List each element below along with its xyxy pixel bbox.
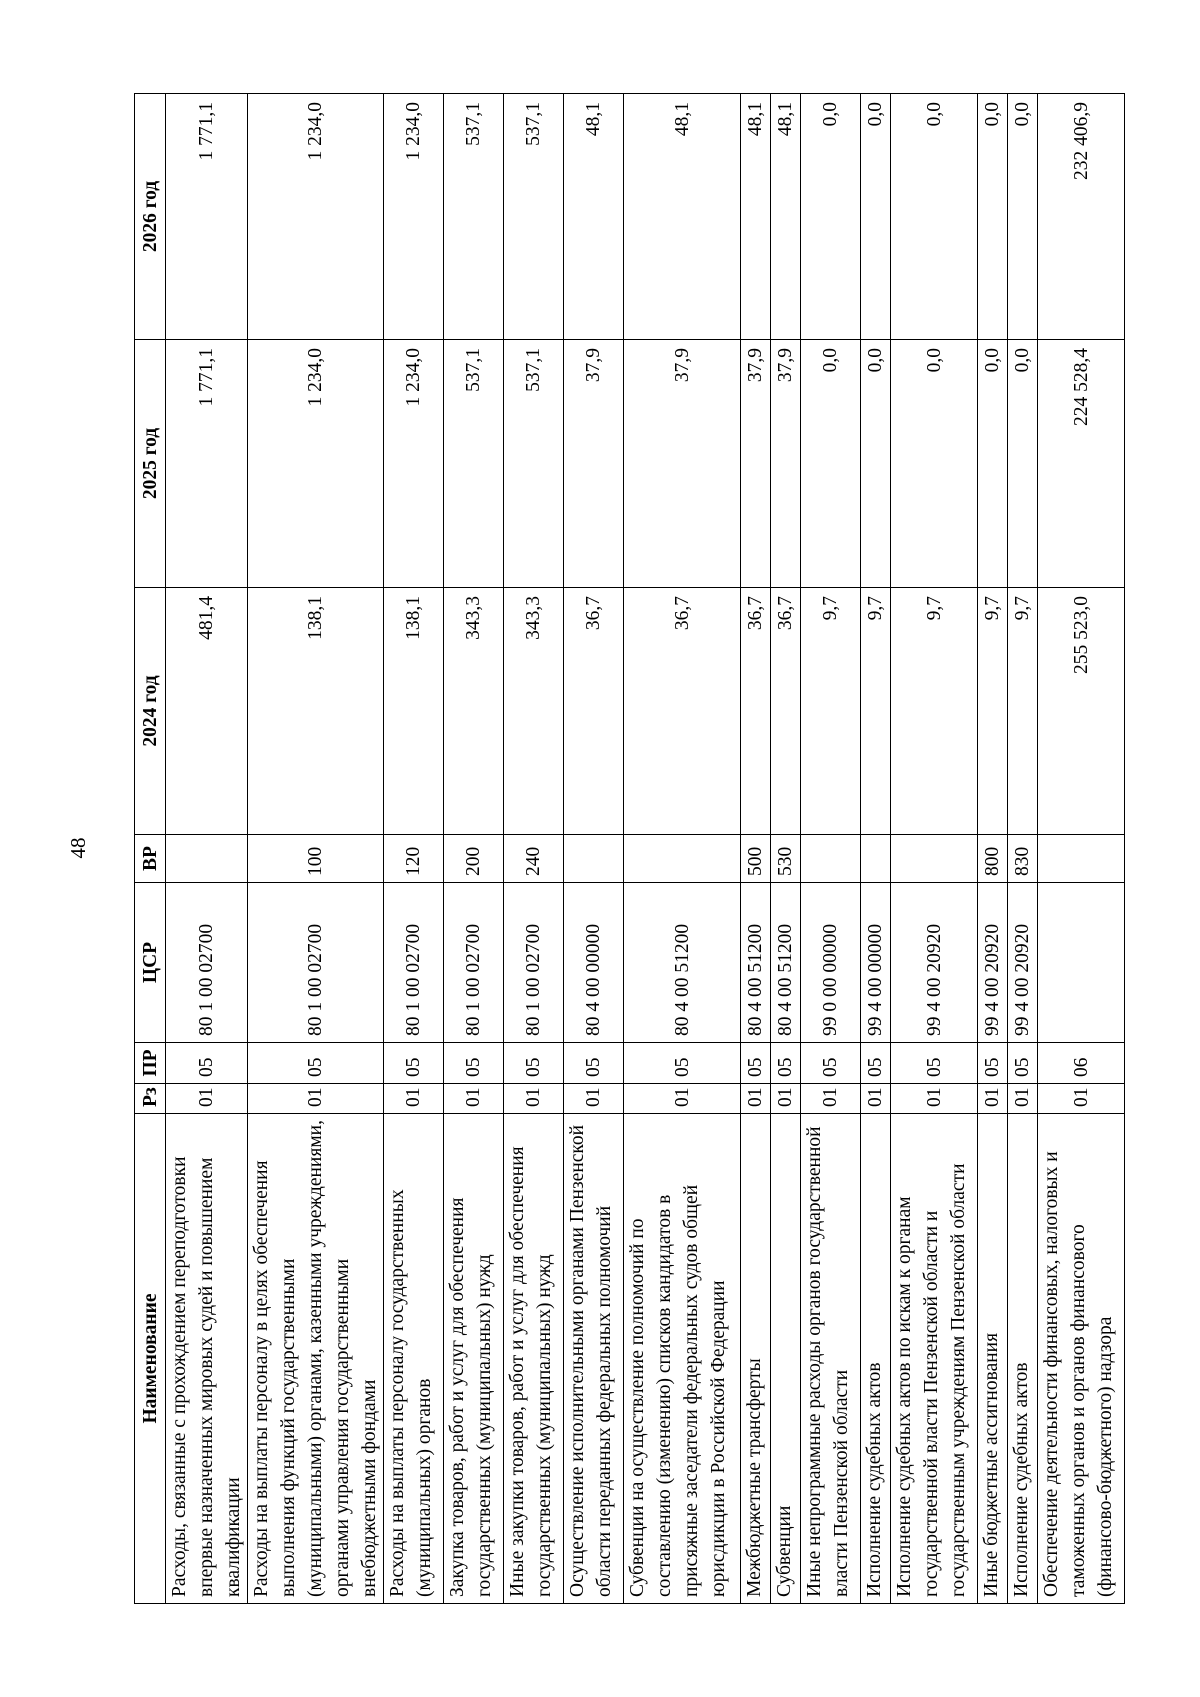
table-header-row <box>135 94 166 1604</box>
cell-2026: 537,1 <box>444 94 504 340</box>
cell-2024: 9,7 <box>861 588 891 835</box>
header-rz: Рз <box>135 1084 166 1114</box>
cell-2024: 36,7 <box>624 588 741 835</box>
cell-name: Расходы, связанные с прохождением переподготовки впервые назначенных мировых судей и повышением квалификации <box>166 1114 248 1604</box>
cell-2025: 37,9 <box>564 340 624 588</box>
cell-pr: 05 <box>166 1043 248 1084</box>
cell-csr: 80 1 00 02700 <box>444 883 504 1043</box>
cell-pr: 05 <box>801 1043 861 1084</box>
cell-name: Субвенции на осуществление полномочий по составлению (изменению) списков кандидатов в присяжные заседатели федеральных судов общей юрисдикции в Российской Федерации <box>624 1114 741 1604</box>
table-row <box>624 94 741 1604</box>
cell-2026: 1 234,0 <box>248 94 384 340</box>
cell-vr: 200 <box>444 835 504 883</box>
cell-csr: 80 1 00 02700 <box>384 883 444 1043</box>
cell-csr: 99 4 00 20920 <box>1008 883 1038 1043</box>
cell-pr: 05 <box>861 1043 891 1084</box>
cell-name: Субвенции <box>771 1114 801 1604</box>
cell-pr: 05 <box>771 1043 801 1084</box>
cell-2025: 1 234,0 <box>248 340 384 588</box>
cell-rz: 01 <box>741 1084 771 1114</box>
cell-csr: 80 1 00 02700 <box>166 883 248 1043</box>
cell-name: Обеспечение деятельности финансовых, налоговых и таможенных органов и органов финансового (финансово-бюджетного) надзора <box>1038 1114 1125 1604</box>
cell-name: Осуществление исполнительными органами Пензенской области переданных федеральных полномочий <box>564 1114 624 1604</box>
cell-2024: 36,7 <box>741 588 771 835</box>
table-row <box>771 94 801 1604</box>
cell-pr: 05 <box>444 1043 504 1084</box>
cell-rz: 01 <box>444 1084 504 1114</box>
cell-2026: 232 406,9 <box>1038 94 1125 340</box>
cell-name: Иные бюджетные ассигнования <box>978 1114 1008 1604</box>
cell-2024: 138,1 <box>248 588 384 835</box>
table-row <box>1038 94 1125 1604</box>
cell-rz: 01 <box>801 1084 861 1114</box>
cell-2024: 9,7 <box>1008 588 1038 835</box>
cell-rz: 01 <box>384 1084 444 1114</box>
cell-name: Расходы на выплаты персоналу государственных (муниципальных) органов <box>384 1114 444 1604</box>
header-csr: ЦСР <box>135 883 166 1043</box>
cell-name: Межбюджетные трансферты <box>741 1114 771 1604</box>
cell-2025: 224 528,4 <box>1038 340 1125 588</box>
page-number: 48 <box>66 837 90 859</box>
table-row <box>978 94 1008 1604</box>
cell-2026: 48,1 <box>741 94 771 340</box>
cell-2025: 0,0 <box>978 340 1008 588</box>
cell-pr: 05 <box>891 1043 978 1084</box>
cell-2024: 9,7 <box>801 588 861 835</box>
cell-rz: 01 <box>504 1084 564 1114</box>
cell-rz: 01 <box>771 1084 801 1114</box>
header-2024: 2024 год <box>135 588 166 835</box>
cell-2026: 48,1 <box>771 94 801 340</box>
cell-2024: 36,7 <box>771 588 801 835</box>
cell-2026: 537,1 <box>504 94 564 340</box>
cell-rz: 01 <box>1038 1084 1125 1114</box>
table-row <box>166 94 248 1604</box>
cell-2024: 138,1 <box>384 588 444 835</box>
cell-csr: 80 1 00 02700 <box>504 883 564 1043</box>
cell-2025: 0,0 <box>801 340 861 588</box>
cell-2024: 481,4 <box>166 588 248 835</box>
table-row <box>1008 94 1038 1604</box>
table-row <box>248 94 384 1604</box>
cell-pr: 05 <box>741 1043 771 1084</box>
cell-2026: 48,1 <box>564 94 624 340</box>
cell-csr: 80 4 00 51200 <box>771 883 801 1043</box>
table-container <box>134 94 1116 1604</box>
cell-2024: 343,3 <box>504 588 564 835</box>
cell-name: Закупка товаров, работ и услуг для обеспечения государственных (муниципальных) нужд <box>444 1114 504 1604</box>
cell-rz: 01 <box>248 1084 384 1114</box>
cell-vr <box>861 835 891 883</box>
cell-name: Иные закупки товаров, работ и услуг для обеспечения государственных (муниципальных) нужд <box>504 1114 564 1604</box>
table-row <box>564 94 624 1604</box>
cell-2026: 1 771,1 <box>166 94 248 340</box>
cell-2024: 36,7 <box>564 588 624 835</box>
cell-2024: 343,3 <box>444 588 504 835</box>
cell-vr: 500 <box>741 835 771 883</box>
cell-2025: 37,9 <box>624 340 741 588</box>
cell-2025: 37,9 <box>741 340 771 588</box>
cell-2025: 537,1 <box>444 340 504 588</box>
cell-pr: 05 <box>504 1043 564 1084</box>
cell-2026: 1 234,0 <box>384 94 444 340</box>
cell-vr: 530 <box>771 835 801 883</box>
table-row <box>801 94 861 1604</box>
cell-pr: 06 <box>1038 1043 1125 1084</box>
cell-pr: 05 <box>1008 1043 1038 1084</box>
cell-csr: 99 0 00 00000 <box>801 883 861 1043</box>
header-pr: ПР <box>135 1043 166 1084</box>
header-vr: ВР <box>135 835 166 883</box>
cell-rz: 01 <box>166 1084 248 1114</box>
table-row <box>891 94 978 1604</box>
cell-pr: 05 <box>564 1043 624 1084</box>
cell-2026: 0,0 <box>891 94 978 340</box>
cell-pr: 05 <box>384 1043 444 1084</box>
cell-2026: 0,0 <box>801 94 861 340</box>
cell-pr: 05 <box>978 1043 1008 1084</box>
cell-2026: 0,0 <box>861 94 891 340</box>
cell-2026: 0,0 <box>1008 94 1038 340</box>
table-row <box>504 94 564 1604</box>
table-row <box>444 94 504 1604</box>
cell-2025: 1 771,1 <box>166 340 248 588</box>
cell-csr: 80 4 00 51200 <box>624 883 741 1043</box>
cell-2025: 37,9 <box>771 340 801 588</box>
cell-name: Исполнение судебных актов <box>861 1114 891 1604</box>
cell-pr: 05 <box>248 1043 384 1084</box>
cell-pr: 05 <box>624 1043 741 1084</box>
budget-table <box>134 93 1125 1604</box>
cell-name: Иные непрограммные расходы органов государственной власти Пензенской области <box>801 1114 861 1604</box>
cell-vr <box>166 835 248 883</box>
cell-2024: 9,7 <box>978 588 1008 835</box>
cell-csr: 99 4 00 20920 <box>978 883 1008 1043</box>
cell-vr: 240 <box>504 835 564 883</box>
table-row <box>861 94 891 1604</box>
table-row <box>384 94 444 1604</box>
cell-name: Расходы на выплаты персоналу в целях обеспечения выполнения функций государственными (муниципальными) органами, казенными учреждениями, органами управления государственными внебюджетными фондами <box>248 1114 384 1604</box>
cell-2025: 0,0 <box>891 340 978 588</box>
cell-rz: 01 <box>1008 1084 1038 1114</box>
header-2026: 2026 год <box>135 94 166 340</box>
table-row <box>741 94 771 1604</box>
cell-csr <box>1038 883 1125 1043</box>
cell-vr <box>801 835 861 883</box>
cell-name: Исполнение судебных актов <box>1008 1114 1038 1604</box>
header-name: Наименование <box>135 1114 166 1604</box>
cell-2024: 9,7 <box>891 588 978 835</box>
cell-vr: 800 <box>978 835 1008 883</box>
cell-csr: 80 4 00 51200 <box>741 883 771 1043</box>
cell-csr: 80 4 00 00000 <box>564 883 624 1043</box>
cell-2024: 255 523,0 <box>1038 588 1125 835</box>
cell-csr: 99 4 00 20920 <box>891 883 978 1043</box>
cell-rz: 01 <box>978 1084 1008 1114</box>
cell-2025: 1 234,0 <box>384 340 444 588</box>
cell-vr: 830 <box>1008 835 1038 883</box>
cell-csr: 80 1 00 02700 <box>248 883 384 1043</box>
cell-csr: 99 4 00 00000 <box>861 883 891 1043</box>
cell-vr <box>564 835 624 883</box>
header-2025: 2025 год <box>135 340 166 588</box>
cell-rz: 01 <box>891 1084 978 1114</box>
cell-name: Исполнение судебных актов по искам к органам государственной власти Пензенской области и государственным учреждениям Пензенской области <box>891 1114 978 1604</box>
cell-2025: 0,0 <box>861 340 891 588</box>
cell-vr <box>891 835 978 883</box>
cell-2026: 0,0 <box>978 94 1008 340</box>
cell-vr: 120 <box>384 835 444 883</box>
cell-vr: 100 <box>248 835 384 883</box>
cell-rz: 01 <box>861 1084 891 1114</box>
cell-vr <box>1038 835 1125 883</box>
cell-2025: 0,0 <box>1008 340 1038 588</box>
rotated-page-content <box>134 94 1116 1604</box>
cell-2026: 48,1 <box>624 94 741 340</box>
cell-vr <box>624 835 741 883</box>
cell-2025: 537,1 <box>504 340 564 588</box>
cell-rz: 01 <box>624 1084 741 1114</box>
cell-rz: 01 <box>564 1084 624 1114</box>
